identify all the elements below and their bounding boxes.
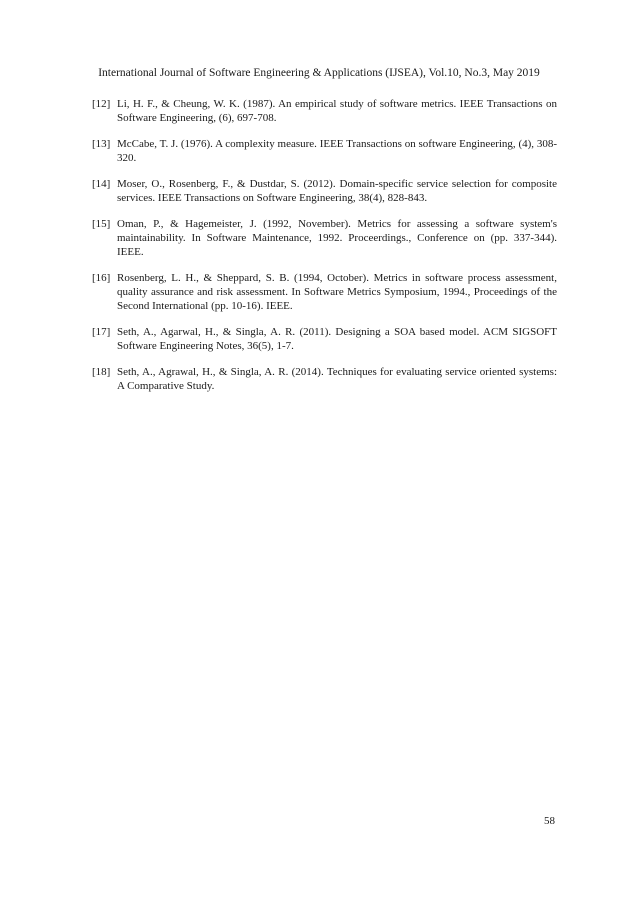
- reference-item: [92, 365, 557, 393]
- reference-text: Rosenberg, L. H., & Sheppard, S. B. (1994, October). Metrics in software process assessment, quality assurance and risk assessment. In Software Metrics Symposium, 1994., Proceedings of the Second International (pp. 10-16). IEEE.: [117, 271, 557, 313]
- reference-number: [17]: [92, 325, 111, 338]
- reference-number: [16]: [92, 271, 111, 284]
- page-number: 58: [544, 815, 555, 827]
- reference-text: Oman, P., & Hagemeister, J. (1992, November). Metrics for assessing a software system's maintainability. In Software Maintenance, 1992. Proceerdings., Conference on (pp. 337-344). IEEE.: [117, 217, 557, 259]
- reference-list: [92, 97, 557, 405]
- reference-number: [14]: [92, 177, 111, 190]
- reference-text: Seth, A., Agrawal, H., & Singla, A. R. (2014). Techniques for evaluating service oriented systems: A Comparative Study.: [117, 365, 557, 393]
- reference-item: [92, 325, 557, 353]
- reference-text: McCabe, T. J. (1976). A complexity measure. IEEE Transactions on software Engineering, (4), 308-320.: [117, 137, 557, 165]
- reference-item: [92, 137, 557, 165]
- reference-item: [92, 177, 557, 205]
- reference-number: [12]: [92, 98, 111, 110]
- reference-number: [18]: [92, 365, 111, 378]
- reference-text: Seth, A., Agarwal, H., & Singla, A. R. (2011). Designing a SOA based model. ACM SIGSOFT Software Engineering Notes, 36(5), 1-7.: [117, 325, 557, 353]
- reference-number: [13]: [92, 137, 111, 150]
- reference-item: [92, 271, 557, 314]
- reference-number: [15]: [92, 217, 111, 230]
- reference-text: Moser, O., Rosenberg, F., & Dustdar, S. (2012). Domain-specific service selection for composite services. IEEE Transactions on Software Engineering, 38(4), 828-843.: [117, 177, 557, 205]
- reference-item: [92, 97, 557, 125]
- reference-text: Li, H. F., & Cheung, W. K. (1987). An empirical study of software metrics. IEEE Transactions on Software Engineering, (6), 697-708.: [117, 98, 557, 125]
- reference-item: [92, 217, 557, 260]
- running-header: International Journal of Software Engineering & Applications (IJSEA), Vol.10, No.3, May 2019: [98, 67, 540, 79]
